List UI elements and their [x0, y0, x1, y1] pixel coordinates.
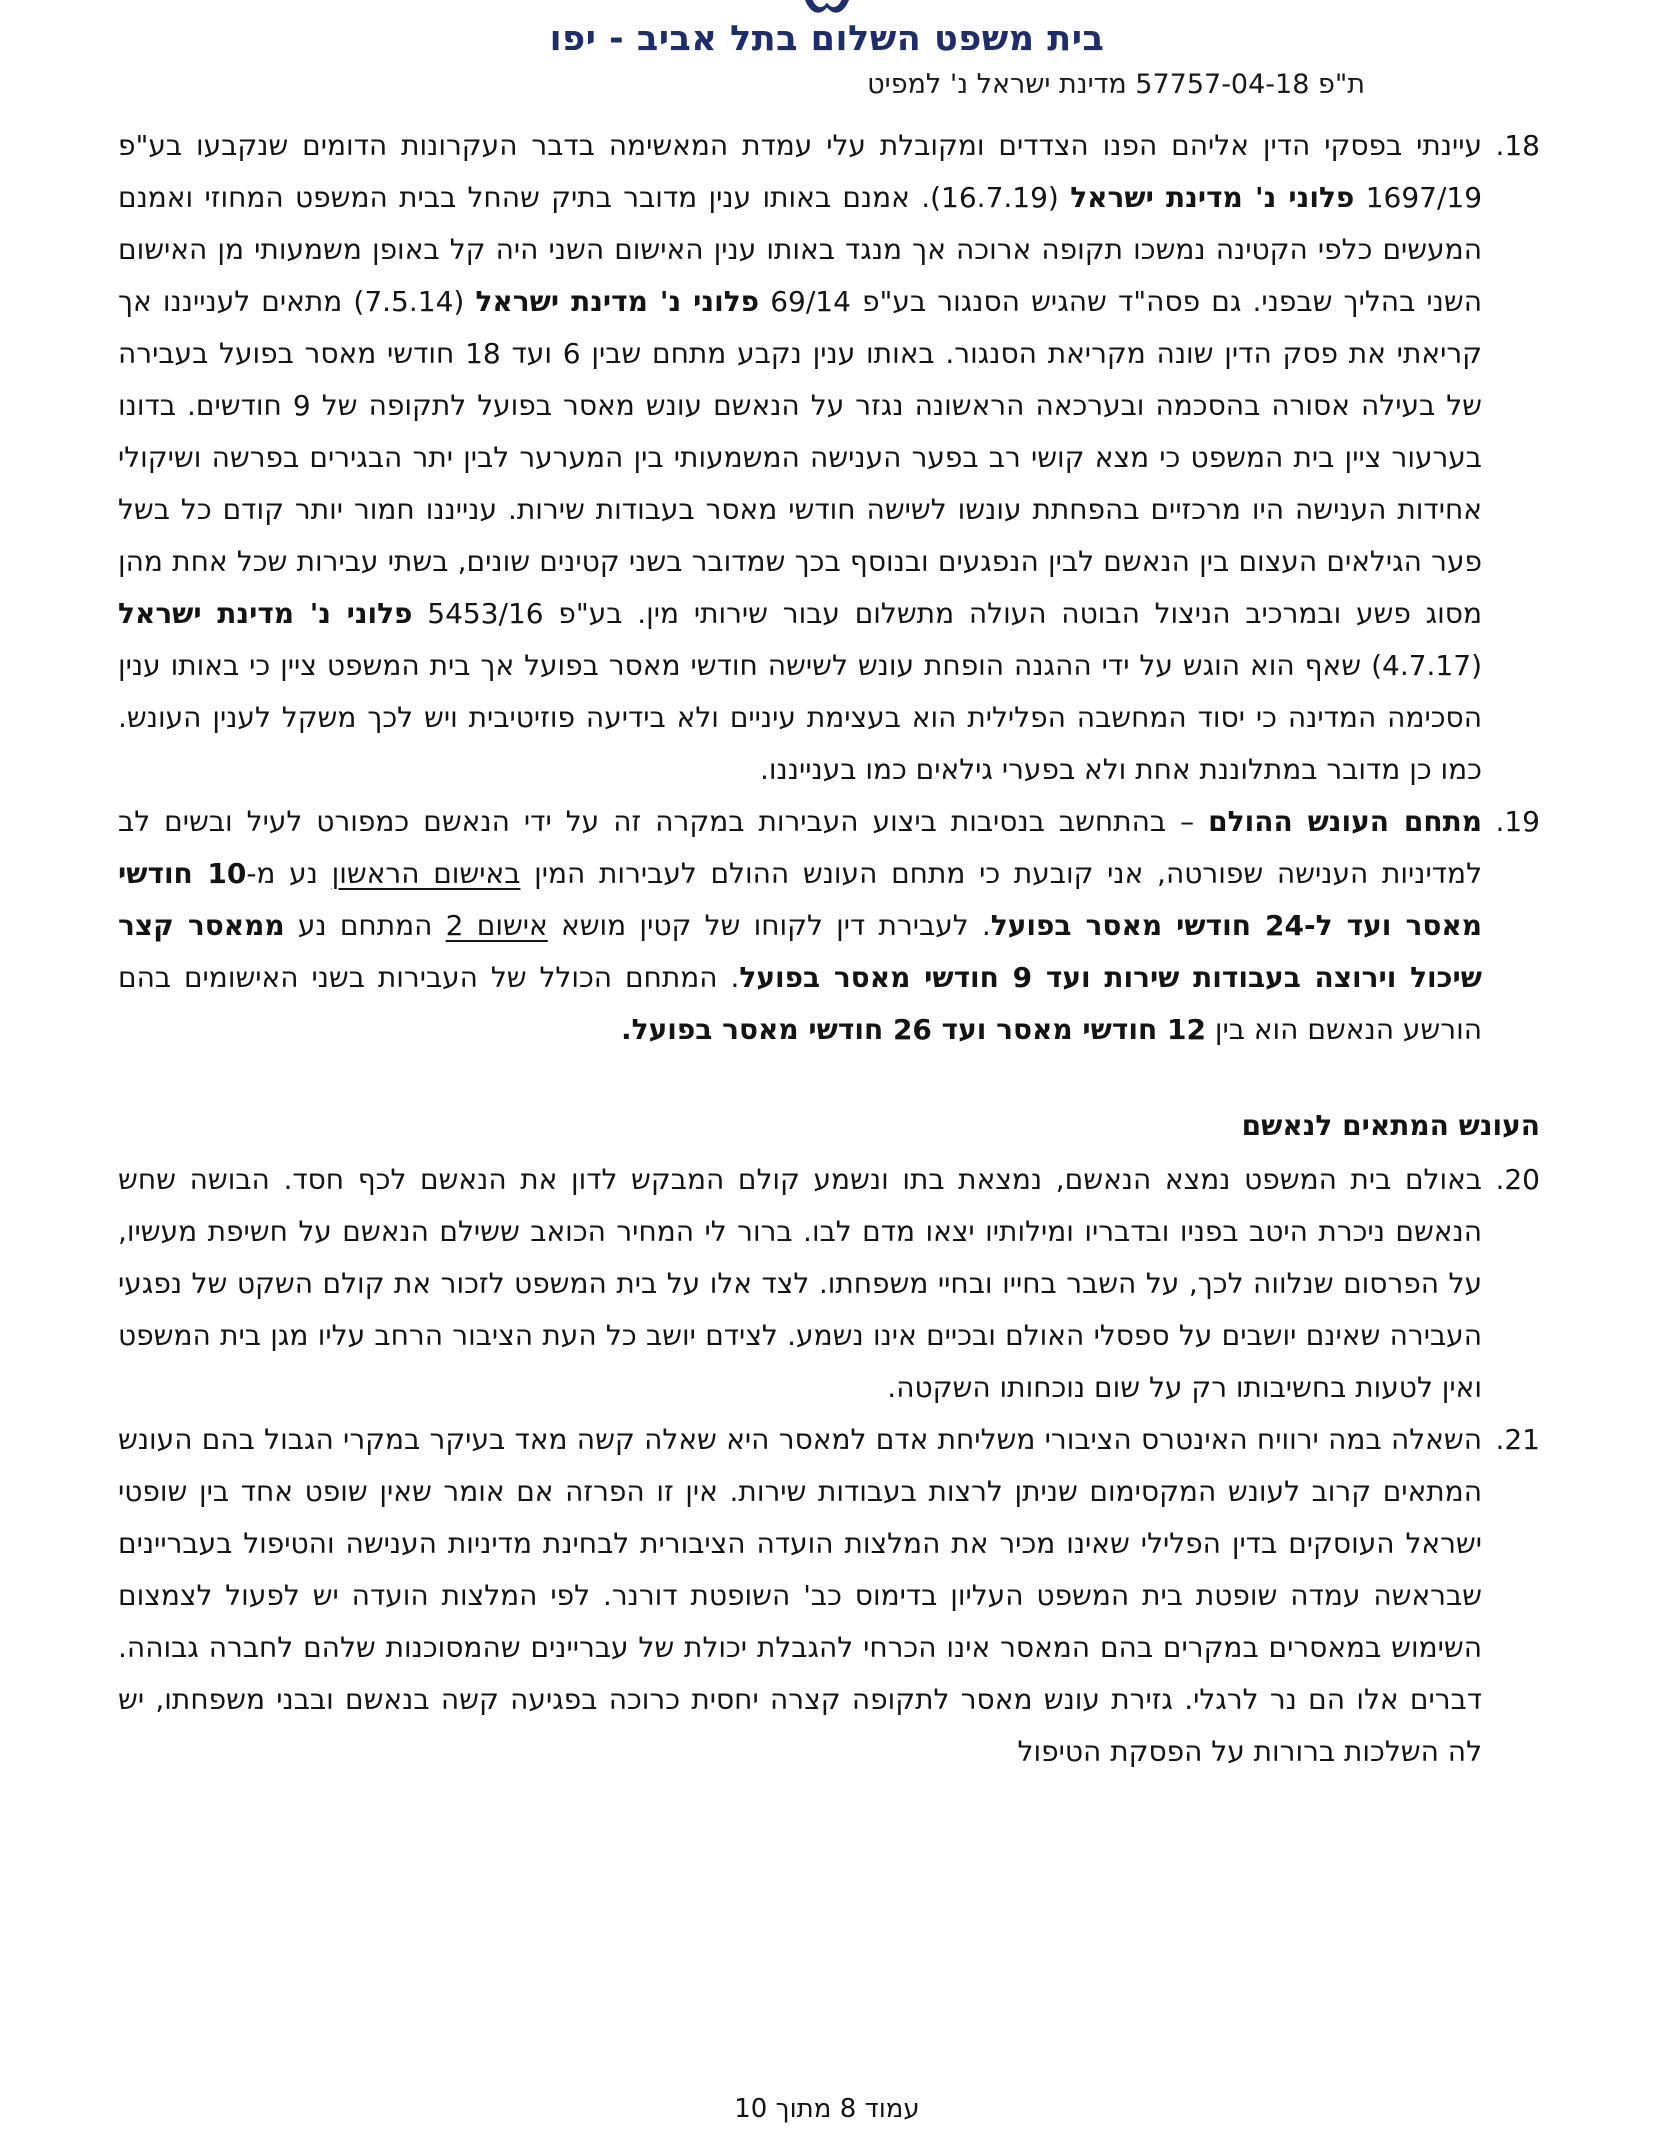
text-run: המתחם נע [284, 909, 446, 942]
text-run: . לעבירת דין לקוחו של קטין מושא [547, 909, 991, 942]
paragraph-text [118, 120, 1482, 796]
text-run: פלוני נ' מדינת ישראל [1070, 181, 1355, 214]
text-run: עיינתי בפסקי הדין אליהם הפנו הצדדים ומקובלת עלי עמדת המאשימה בדבר העקרונות הדומים שנקבעו בע"פ 1697/19 [118, 129, 1483, 214]
text-run: נע מ- [246, 857, 332, 890]
paragraph-number: 20. [1495, 1163, 1540, 1196]
page-number-label: עמוד 8 מתוך 10 [734, 2094, 920, 2124]
numbered-paragraph [118, 796, 1540, 1056]
numbered-paragraph [118, 120, 1540, 796]
text-run: (7.5.14) מתאים לענייננו אך קריאתי את פסק הדין שונה מקריאת הסנגור. באותו ענין נקבע מתחם שבין 6 ועד 18 חודשי מאסר בפועל בעבירה של בעילה אסורה בהסכמה ובערכאה הראשונה נגזר על הנאשם עונש מאסר בפועל לתקופה של 9 חודשים. בדונו בערעור ציין בית המשפט כי מצא קושי רב בפער הענישה המשמעותי בין המערער לבין יתר הבגירים בפרשה ושיקולי אחידות הענישה היו מרכזיים בהפחתת עונשו לשישה חודשי מאסר בעבודות שירות. ענייננו חמור יותר קודם כל בשל פער הגילאים העצום בין הנאשם לבין הנפגעים ובנוסף בכך שמדובר בשני קטינים שונים, בשתי עבירות שכל אחת מהן מסוג פשע ובמרכיב הניצול הבוטה העולה מתשלום עבור שירותי מין. בע"פ 5453/16 [118, 285, 1482, 630]
numbered-paragraph [118, 1154, 1540, 1414]
text-run: 10 חודשי מאסר ועד ל-24 חודשי מאסר בפועל [118, 857, 1482, 942]
text-run: – בהתחשב בנסיבות ביצוע העבירות במקרה זה על ידי הנאשם כמפורט לעיל ובשים לב למדיניות הענישה שפורטה, אני קובעת כי מתחם העונש ההולם לעבירות המין [118, 805, 1482, 890]
text-run: השאלה במה ירוויח האינטרס הציבורי משליחת אדם למאסר היא שאלה קשה מאד בעיקר במקרי הגבול בהם העונש המתאים קרוב לעונש המקסימום שניתן לרצות בעבודות שירות. אין זו הפרזה אם אומר שאין שופט אחד בין שופטי ישראל העוסקים בדין הפלילי שאינו מכיר את המלצות הועדה הציבורית לבחינת מדיניות הענישה והטיפול בעבריינים שבראשה עמדה שופטת בית המשפט העליון בדימוס כב' השופטת דורנר. לפי המלצות הועדה יש לפעול לצמצום השימוש במאסרים במקרים בהם המאסר אינו הכרחי להגבלת יכולת של עבריינים שהמסוכנות שלהם לחברה גבוהה. דברים אלו הם נר לרגלי. גזירת עונש מאסר לתקופה קצרה יחסית כרוכה בפגיעה קשה בנאשם ובבני משפחתו, יש לה השלכות ברורות על הפסקת הטיפול [118, 1423, 1482, 1768]
text-run: 12 חודשי מאסר ועד 26 חודשי מאסר בפועל. [621, 1013, 1206, 1046]
document-body [0, 102, 1654, 1778]
section-heading: העונש המתאים לנאשם [1241, 1109, 1540, 1142]
paragraph-text [118, 1414, 1482, 1778]
state-emblem-icon [0, 0, 1654, 17]
paragraph-text [118, 796, 1482, 1056]
paragraph-text [118, 1154, 1482, 1414]
document-header [0, 0, 1654, 102]
paragraph-number: 19. [1495, 805, 1540, 838]
court-name-title: בית משפט השלום בתל אביב - יפו [549, 19, 1105, 59]
text-run: באולם בית המשפט נמצא הנאשם, נמצאת בתו ונשמע קולם המבקש לדון את הנאשם לכף חסד. הבושה שחש הנאשם ניכרת היטב בפניו ובדבריו ומילותיו יצאו מדם לבו. ברור לי המחיר הכואב ששילם הנאשם על חשיפת מעשיו, על הפרסום שנלווה לכך, על השבר בחייו ובחיי משפחתו. לצד אלו על בית המשפט לזכור את קולם השקט של נפגעי העבירה שאינם יושבים על ספסלי האולם ובכיים אינו נשמע. לצידם יושב כל העת הציבור הרחב עליו מגן בית המשפט ואין לטעות בחשיבותו רק על שום נוכחותו השקטה. [118, 1163, 1482, 1404]
text-run: ממאסר קצר שיכול וירוצה בעבודות שירות ועד 9 חודשי מאסר בפועל [118, 909, 1483, 994]
text-run: מתחם העונש ההולם [1208, 805, 1482, 838]
page-footer [0, 2094, 1654, 2124]
paragraph-number: 18. [1495, 129, 1540, 162]
text-run: פלוני נ' מדינת ישראל [118, 597, 413, 630]
text-run: באישום הראשון [331, 857, 521, 890]
text-run: . המתחם הכולל של העבירות בשני האישומים בהם הורשע הנאשם הוא בין [118, 961, 1482, 1046]
numbered-paragraph [118, 1414, 1540, 1778]
text-run: (4.7.17) שאף הוא הוגש על ידי ההגנה הופחת עונש לשישה חודשי מאסר בפועל אך בית המשפט ציין כי באותו ענין הסכימה המדינה כי יסוד המחשבה הפלילית הוא בעצימת עיניים ולא בידיעה פוזיטיבית ויש לכך משקל לענין העונש. כמו כן מדובר במתלוננת אחת ולא בפערי גילאים כמו בענייננו. [118, 649, 1482, 786]
text-run: (16.7.19). אמנם באותו ענין מדובר בתיק שהחל בבית המשפט המחוזי ואמנם המעשים כלפי הקטינה נמשכו תקופה ארוכה אך מנגד באותו ענין האישום השני היה קל באופן משמעותי מן האישום השני בהליך שבפני. גם פסה"ד שהגיש הסנגור בע"פ 69/14 [118, 181, 1483, 318]
text-run: אישום 2 [445, 909, 548, 942]
case-reference-line: ת"פ 57757-04-18 מדינת ישראל נ' למפיט [867, 69, 1365, 100]
text-run: פלוני נ' מדינת ישראל [475, 285, 760, 318]
paragraph-number: 21. [1495, 1423, 1540, 1456]
